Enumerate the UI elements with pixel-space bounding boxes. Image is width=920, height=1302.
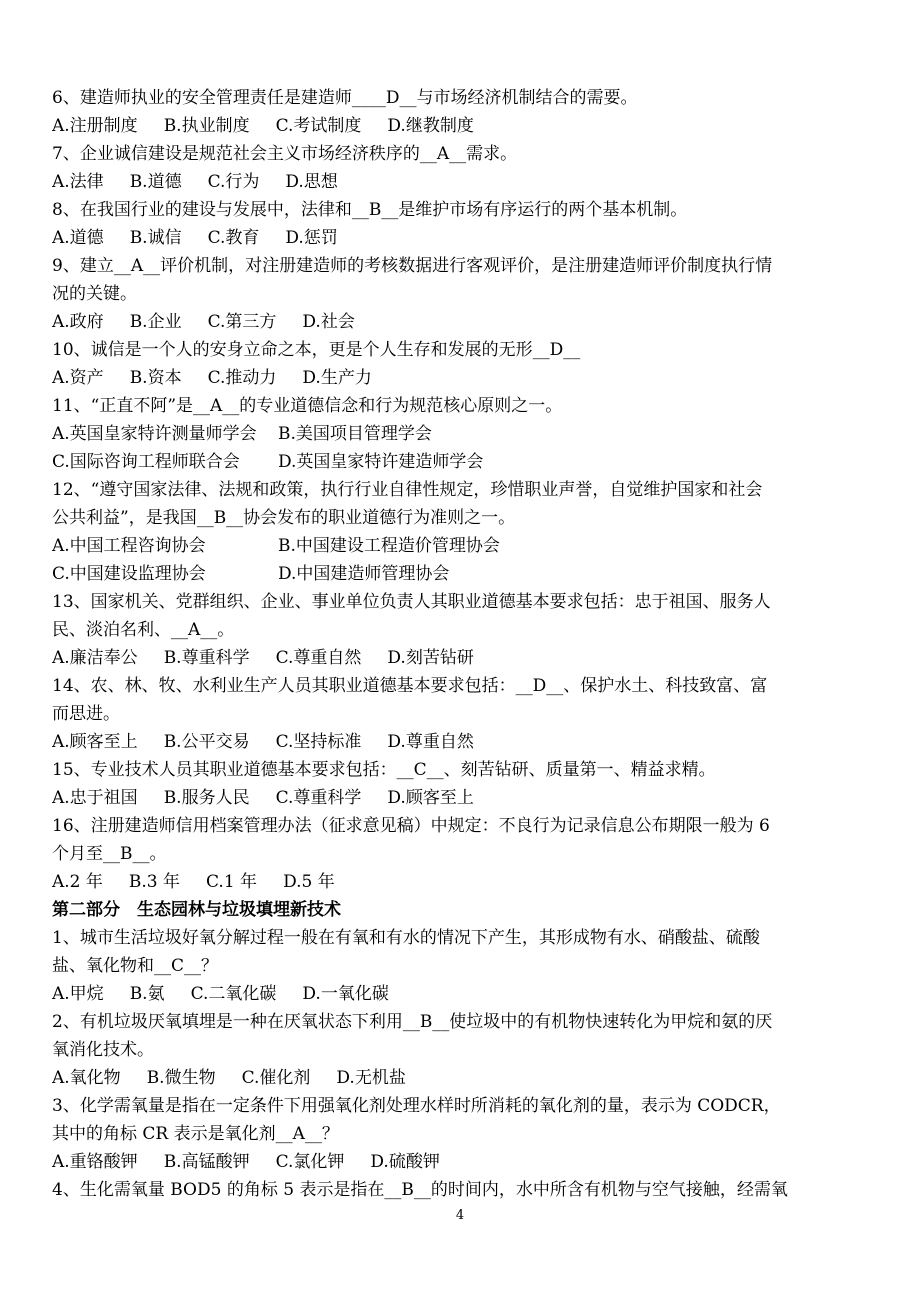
option-b: B.服务人民 — [163, 788, 250, 808]
section2-question-3 — [52, 1092, 842, 1176]
question-11 — [52, 392, 842, 476]
option-c: C.行为 — [207, 172, 260, 192]
option-c: C.尊重科学 — [275, 788, 362, 808]
question-text-line: 15、专业技术人员其职业道德基本要求包括：__C__、刻苦钻研、质量第一、精益求精。 — [52, 760, 716, 780]
question-text-line: 况的关键。 — [52, 284, 137, 304]
options-row — [52, 168, 842, 196]
question-16 — [52, 812, 842, 896]
option-b: B.氨 — [129, 984, 165, 1004]
option-a: A.政府 — [52, 312, 104, 332]
document-page — [52, 84, 842, 1204]
option-c: C.教育 — [207, 228, 260, 248]
option-b: B.资本 — [129, 368, 182, 388]
question-10 — [52, 336, 842, 392]
option-c: C.1 年 — [206, 872, 258, 892]
option-b: B.诚信 — [129, 228, 182, 248]
option-b: B.3 年 — [128, 872, 181, 892]
option-a: A.道德 — [52, 228, 104, 248]
options-row — [52, 224, 842, 252]
option-d: D.继教制度 — [387, 116, 474, 136]
options-row — [52, 364, 842, 392]
option-c: C.尊重自然 — [275, 648, 362, 668]
option-b: B.道德 — [129, 172, 182, 192]
option-c: C.坚持标准 — [275, 732, 362, 752]
option-d: D.一氧化碳 — [302, 984, 389, 1004]
option-a: A.廉洁奉公 — [52, 648, 138, 668]
option-b: B.企业 — [129, 312, 182, 332]
question-15 — [52, 756, 842, 812]
question-13 — [52, 588, 842, 672]
question-6 — [52, 84, 842, 140]
option-a: A.法律 — [52, 172, 104, 192]
option-a: A.注册制度 — [52, 116, 138, 136]
question-text-line: 14、农、林、牧、水利业生产人员其职业道德基本要求包括：__D__、保护水土、科技致富、富 — [52, 676, 768, 696]
option-c: C.催化剂 — [241, 1068, 311, 1088]
question-text-line: 11、“正直不阿”是__A__的专业道德信念和行为规范核心原则之一。 — [52, 396, 563, 416]
question-12 — [52, 476, 842, 588]
question-text-line: 民、淡泊名利、__A__。 — [52, 620, 235, 640]
option-c: C.氯化钾 — [275, 1152, 345, 1172]
question-8 — [52, 196, 842, 252]
options-row — [52, 868, 842, 896]
page-number: 4 — [455, 1208, 465, 1223]
option-a: A.2 年 — [52, 872, 103, 892]
option-d: D.无机盐 — [336, 1068, 406, 1088]
option-d: D.中国建造师管理协会 — [278, 564, 450, 584]
question-text-line: 13、国家机关、党群组织、企业、事业单位负责人其职业道德基本要求包括：忠于祖国、服务人 — [52, 592, 771, 612]
option-d: D.5 年 — [283, 872, 335, 892]
question-14 — [52, 672, 842, 756]
option-c: C.国际咨询工程师联合会 — [52, 452, 240, 472]
option-a: A.重铬酸钾 — [52, 1152, 138, 1172]
question-text-line: 10、诚信是一个人的安身立命之本，更是个人生存和发展的无形__D__ — [52, 340, 581, 360]
section2-question-1 — [52, 924, 842, 1008]
section-heading: 第二部分 生态园林与垃圾填埋新技术 — [52, 900, 341, 920]
option-d: D.英国皇家特许建造师学会 — [278, 452, 484, 472]
options-row — [52, 112, 842, 140]
options-row — [52, 532, 842, 560]
options-row — [52, 420, 842, 448]
question-text-line: 而思进。 — [52, 704, 120, 724]
question-text-line: 6、建造师执业的安全管理责任是建造师____D__与市场经济机制结合的需要。 — [52, 88, 638, 108]
question-text-line: 4、生化需氧量 BOD5 的角标 5 表示是指在__B__的时间内，水中所含有机物与空气接触，经需氧 — [52, 1180, 788, 1200]
option-d: D.尊重自然 — [387, 732, 474, 752]
question-text-line: 9、建立__A__评价机制，对注册建造师的考核数据进行客观评价，是注册建造师评价制度执行情 — [52, 256, 773, 276]
question-text-line: 12、“遵守国家法律、法规和政策，执行行业自律性规定，珍惜职业声誉，自觉维护国家和社会 — [52, 480, 763, 500]
question-text-line: 16、注册建造师信用档案管理办法（征求意见稿）中规定：不良行为记录信息公布期限一般为 6 — [52, 816, 770, 836]
question-text-line: 1、城市生活垃圾好氧分解过程一般在有氧和有水的情况下产生，其形成物有水、硝酸盐、硫酸 — [52, 928, 760, 948]
question-text-line: 盐、氧化物和__C__？ — [52, 956, 219, 976]
option-b: B.公平交易 — [163, 732, 250, 752]
section2-question-2 — [52, 1008, 842, 1092]
option-a: A.氧化物 — [52, 1068, 121, 1088]
question-text-line: 2、有机垃圾厌氧填埋是一种在厌氧状态下利用__B__使垃圾中的有机物快速转化为甲烷和氨的厌 — [52, 1012, 773, 1032]
options-row — [52, 560, 842, 588]
option-c: C.第三方 — [207, 312, 277, 332]
option-c: C.中国建设监理协会 — [52, 564, 206, 584]
option-d: D.思想 — [285, 172, 338, 192]
options-row — [52, 1064, 842, 1092]
option-b: B.执业制度 — [163, 116, 250, 136]
option-d: D.顾客至上 — [387, 788, 474, 808]
option-c: C.二氧化碳 — [190, 984, 277, 1004]
options-row — [52, 308, 842, 336]
options-row — [52, 980, 842, 1008]
options-row — [52, 728, 842, 756]
question-7 — [52, 140, 842, 196]
option-b: B.中国建设工程造价管理协会 — [278, 536, 500, 556]
option-d: D.硫酸钾 — [370, 1152, 440, 1172]
option-d: D.生产力 — [302, 368, 372, 388]
option-a: A.资产 — [52, 368, 104, 388]
question-text-line: 氧消化技术。 — [52, 1040, 154, 1060]
options-row — [52, 644, 842, 672]
question-text-line: 8、在我国行业的建设与发展中，法律和__B__是维护市场有序运行的两个基本机制。 — [52, 200, 688, 220]
section2-question-4 — [52, 1176, 842, 1204]
option-a: A.英国皇家特许测量师学会 — [52, 424, 257, 444]
option-a: A.顾客至上 — [52, 732, 138, 752]
question-text-line: 3、化学需氧量是指在一定条件下用强氧化剂处理水样时所消耗的氧化剂的量，表示为 CODCR， — [52, 1096, 781, 1116]
option-c: C.考试制度 — [275, 116, 362, 136]
question-text-line: 个月至__B__。 — [52, 844, 167, 864]
question-text-line: 7、企业诚信建设是规范社会主义市场经济秩序的__A__需求。 — [52, 144, 518, 164]
option-d: D.惩罚 — [285, 228, 338, 248]
question-9 — [52, 252, 842, 336]
option-b: B.高锰酸钾 — [163, 1152, 250, 1172]
option-b: B.尊重科学 — [163, 648, 250, 668]
option-b: B.美国项目管理学会 — [278, 424, 432, 444]
option-d: D.社会 — [302, 312, 355, 332]
option-a: A.中国工程咨询协会 — [52, 536, 206, 556]
options-row — [52, 448, 842, 476]
option-b: B.微生物 — [146, 1068, 216, 1088]
question-text-line: 其中的角标 CR 表示是氧化剂__A__？ — [52, 1124, 339, 1144]
options-row — [52, 1148, 842, 1176]
option-a: A.忠于祖国 — [52, 788, 138, 808]
options-row — [52, 784, 842, 812]
question-text-line: 公共利益”，是我国__B__协会发布的职业道德行为准则之一。 — [52, 508, 516, 528]
option-d: D.刻苦钻研 — [387, 648, 474, 668]
option-a: A.甲烷 — [52, 984, 104, 1004]
option-c: C.推动力 — [207, 368, 277, 388]
